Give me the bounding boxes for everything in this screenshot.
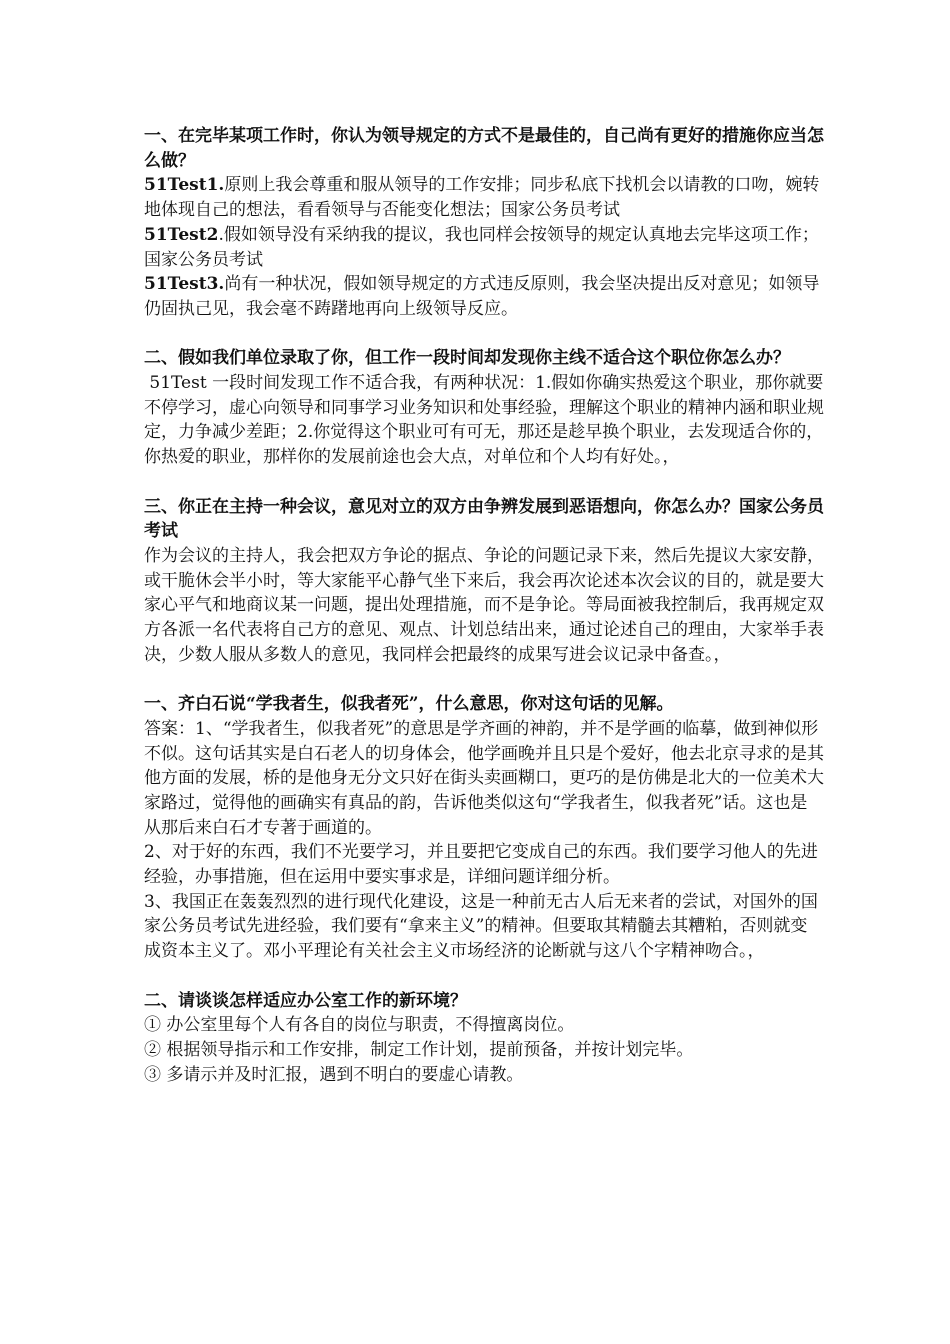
body-paragraph: 答案：1、“学我者生，似我者死”的意思是学齐画的神韵，并不是学画的临摹，做到神似形不似。这句话其实是白石老人的切身体会，他学画晚并且只是个爱好，他去北京寻求的是其他方面的发展，桥的是他身无分文只好在街头卖画糊口，更巧的是仿佛是北大的一位美术大家路过，觉得他的画确实有真品的韵，告诉他类似这句“学我者生，似我者死”话。这也是从那后来白石才专著于画道的。 [144, 718, 824, 838]
section-heading: 一、齐白石说“学我者生，似我者死”，什么意思，你对这句话的见解。 [144, 694, 674, 715]
answer-item [144, 272, 824, 321]
section-heading: 一、在完毕某项工作时，你认为领导规定的方式不是最佳的，自己尚有更好的措施你应当怎么做？ [144, 126, 824, 171]
answer-lead: 51Test3. [144, 274, 225, 295]
body-paragraph: 3、我国正在轰轰烈烈的进行现代化建设，这是一种前无古人后无来者的尝试，对国外的国家公务员考试先进经验，我们要有“拿来主义”的精神。但要取其精髓去其糟粕，否则就变成资本主义了。邓小平理论有关社会主义市场经济的论断就与这八个字精神吻合。， [144, 891, 818, 962]
answer-lead: 51Test2 [144, 224, 219, 245]
answer-text: 原则上我会尊重和服从领导的工作安排；同步私底下找机会以请教的口吻，婉转地体现自己的想法，看看领导与否能变化想法；国家公务员考试 [144, 175, 820, 221]
list-item: ① 办公室里每个人有各自的岗位与职责，不得擅离岗位。 [144, 1015, 575, 1036]
section-5 [144, 989, 824, 1088]
list-item: ③ 多请示并及时汇报，遇到不明白的要虚心请教。 [144, 1064, 524, 1085]
section-heading: 三、你正在主持一种会议，意见对立的双方由争辨发展到恶语想向，你怎么办？国家公务员考试 [144, 496, 824, 542]
section-1 [144, 124, 824, 322]
body-paragraph: 51Test 一段时间发现工作不适合我，有两种状况：1.假如你确实热爱这个职业，那你就要不停学习，虚心向领导和同事学习业务知识和处事经验，理解这个职业的精神内涵和职业规定，力争减少差距；2.你觉得这个职业可有可无，那还是趁早换个职业，去发现适合你的，你热爱的职业，那样你的发展前途也会大点，对单位和个人均有好处。， [144, 373, 824, 468]
answer-item [144, 173, 824, 222]
answer-text: 尚有一种状况，假如领导规定的方式违反原则，我会坚决提出反对意见；如领导仍固执己见，我会毫不踌躇地再向上级领导反应。 [144, 274, 820, 319]
document-page [144, 124, 824, 1087]
list-item: ② 根据领导指示和工作安排，制定工作计划，提前预备，并按计划完毕。 [144, 1039, 694, 1060]
body-paragraph: 作为会议的主持人，我会把双方争论的据点、争论的问题记录下来，然后先提议大家安静，或干脆休会半小时，等大家能平心静气坐下来后，我会再次论述本次会议的目的，就是要大家心平气和地商议某一问题，提出处理措施，而不是争论。等局面被我控制后，我再规定双方各派一名代表将自己方的意见、观点、计划总结出来，通过论述自己的理由，大家举手表决，少数人服从多数人的意见，我同样会把最终的成果写进会议记录中备查。， [144, 545, 824, 665]
body-paragraph: 2、对于好的东西，我们不光要学习，并且要把它变成自己的东西。我们要学习他人的先进经验，办事措施，但在运用中要实事求是，详细问题详细分析。 [144, 842, 818, 888]
answer-lead: 51Test1. [144, 175, 225, 196]
section-2 [144, 346, 824, 470]
answer-text: .假如领导没有采纳我的提议，我也同样会按领导的规定认真地去完毕这项工作；国家公务员考试 [144, 224, 819, 270]
section-3 [144, 495, 824, 668]
answer-item [144, 223, 824, 272]
section-4 [144, 692, 824, 964]
section-heading: 二、请谈谈怎样适应办公室工作的新环境？ [144, 990, 467, 1011]
section-heading: 二、假如我们单位录取了你，但工作一段时间却发现你主线不适合这个职位你怎么办？ [144, 348, 790, 369]
